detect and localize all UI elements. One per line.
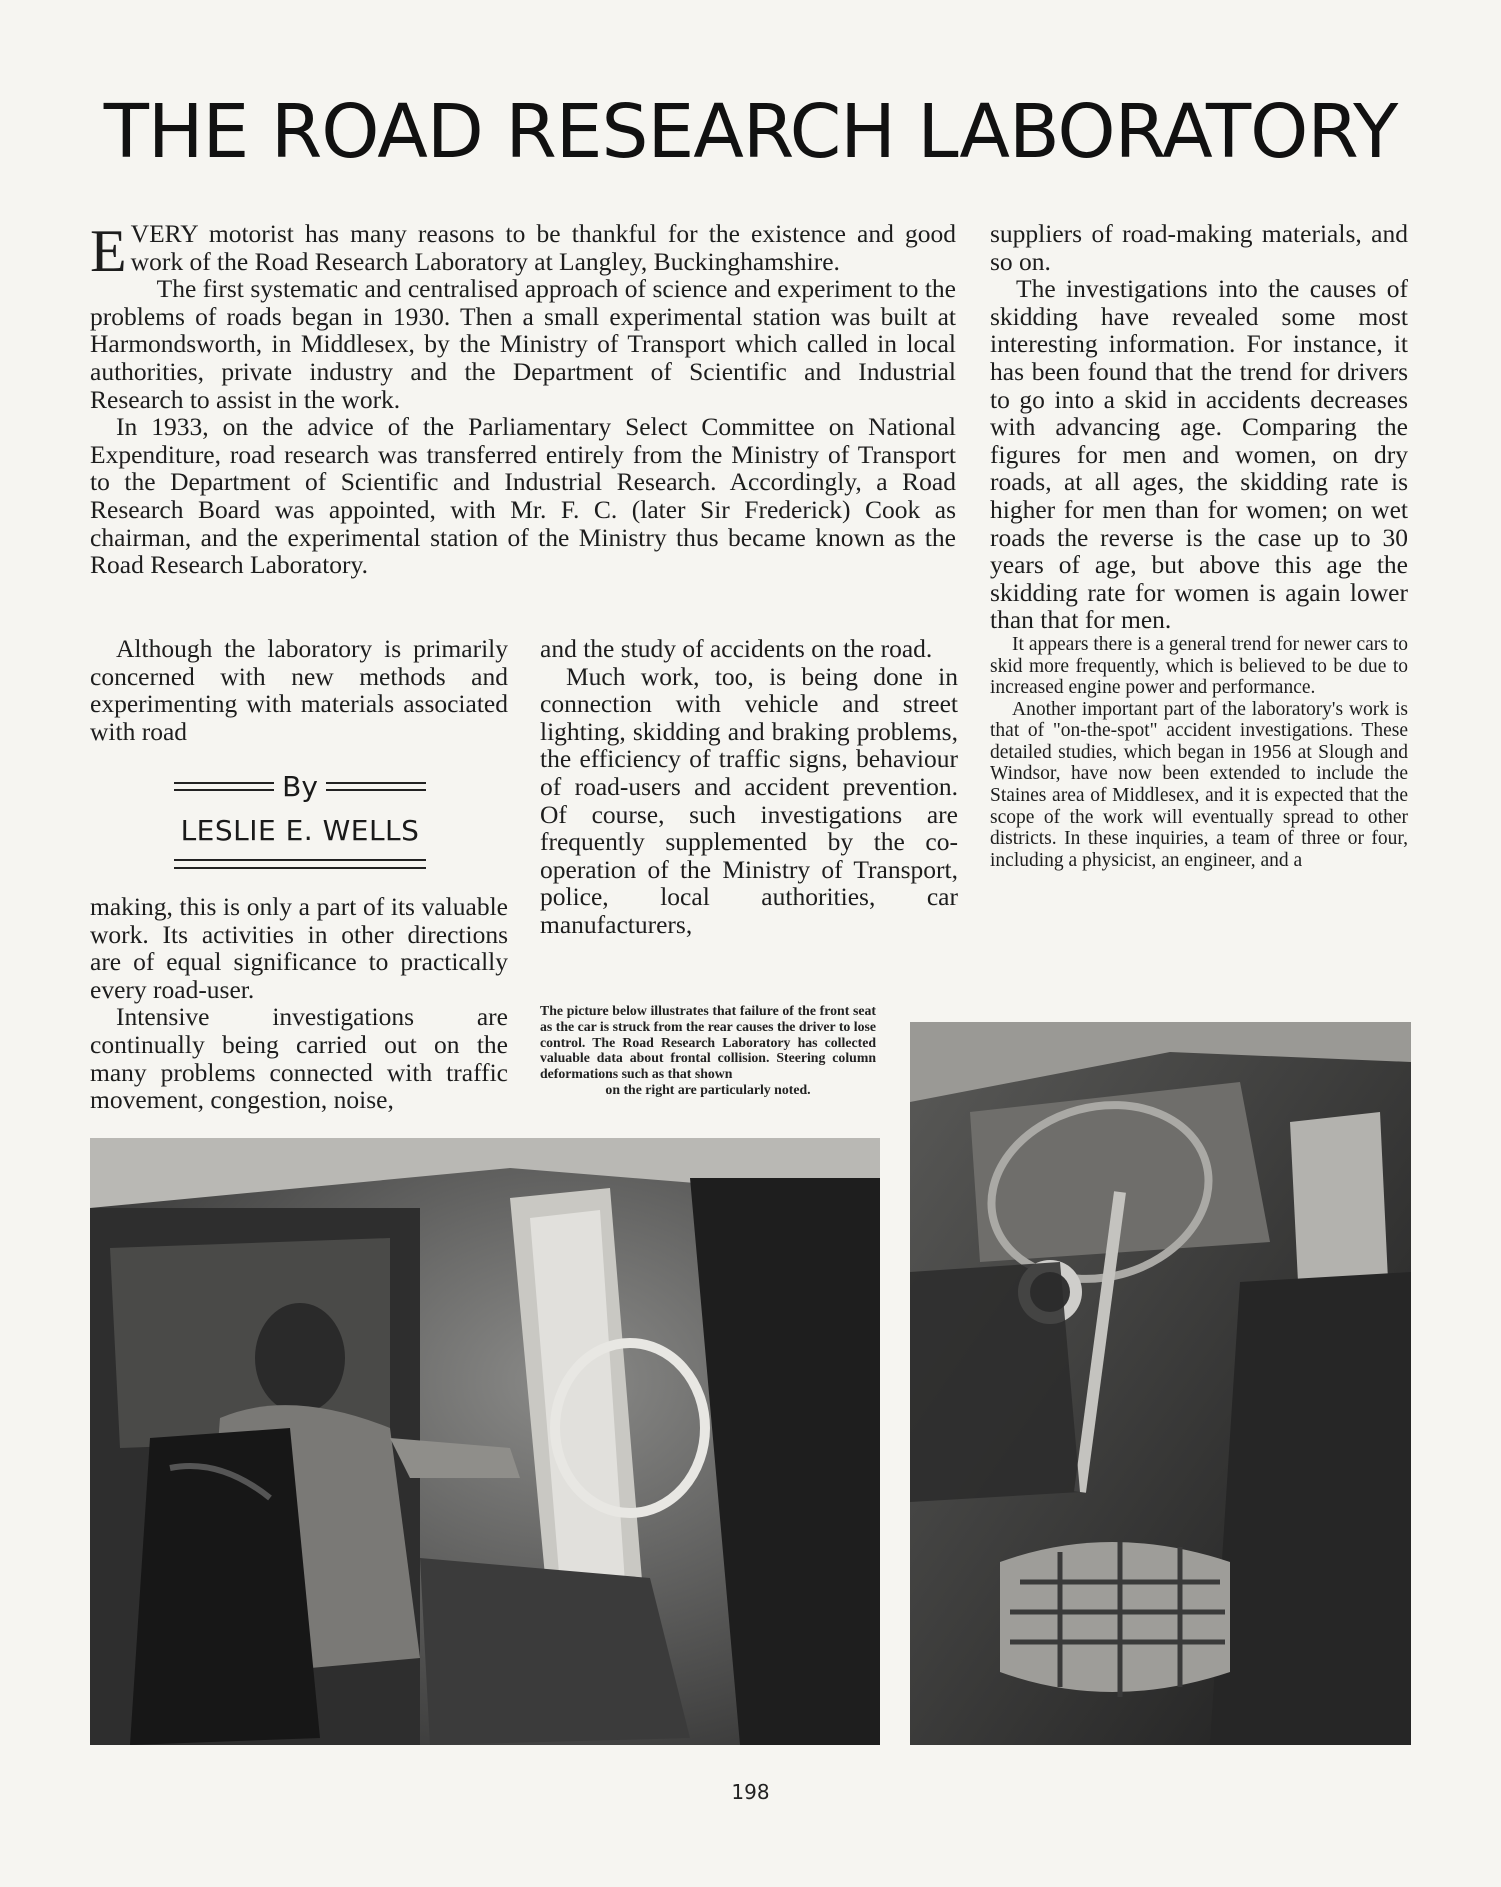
article-intro (90, 220, 956, 579)
paragraph-6: Much work, too, is being done in connection with vehicle and street lighting, skidding and braking problems, the efficiency of traffic signs, behaviour of road-users and accident prevention. Of course, such investigations are frequently supplemented by the co-operation of the Ministry of Transport, police, local authorities, car manufacturers, (540, 661, 958, 939)
article-small-type (990, 634, 1408, 872)
page-number: 198 (731, 1780, 770, 1804)
paragraph-4a: Although the laboratory is primarily concerned with new methods and experimenting with materials associated with road (90, 634, 508, 746)
page-title: THE ROAD RESEARCH LABORATORY (103, 89, 1398, 175)
double-rule-left (174, 782, 274, 791)
paragraph-6-cont: suppliers of road-making materials, and so on. (990, 219, 1408, 276)
paragraph-9: Another important part of the laboratory's work is that of "on-the-spot" accident investigations. These detailed studies, which began in 1956 at Slough and Windsor, have now been extended to include the Staines area of Middlesex, and it is expected that the scope of the work will eventually spread to other districts. In these inquiries, a team of three or four, including a physicist, an engineer, and a (990, 698, 1408, 871)
photo-driver-in-car (90, 1138, 880, 1745)
drop-cap: E (90, 218, 127, 284)
paragraph-5-cont: and the study of accidents on the road. (540, 634, 933, 663)
article-col-middle (540, 635, 958, 939)
paragraph-4b: making, this is only a part of its valuable work. Its activities in other directions are of equal significance to practically every road-user. (90, 892, 508, 1004)
paragraph-3: In 1933, on the advice of the Parliamentary Select Committee on National Expenditure, road research was transferred entirely from the Ministry of Transport to the Department of Scientific and Industrial Research. Accordingly, a Road Research Board was appointed, with Mr. F. C. (later Sir Frederick) Cook as chairman, and the experimental station of the Ministry thus became known as the Road Research Laboratory. (90, 412, 956, 580)
article-col-right (990, 220, 1408, 871)
paragraph-1: EVERY motorist has many reasons to be thankful for the existence and good work of the Road Research Laboratory at Langley, Buckinghamshire. (90, 218, 956, 284)
caption-main: The picture below illustrates that failure of the front seat as the car is struck from the rear causes the driver to lose control. The Road Research Laboratory has collected valuable data about frontal collision. Steering column deformations such as that shown (540, 1003, 876, 1082)
photo-steering-column (910, 1022, 1411, 1745)
byline-by: By (282, 769, 318, 803)
double-rule-right (326, 782, 426, 791)
paragraph-2: The first systematic and centralised approach of science and experiment to the problems of roads began in 1930. Then a small experimental station was built at Harmondsworth, in Middlesex, by the Ministry of Transport which called in local authorities, private industry and the Department of Scientific and Industrial Research to assist in the work. (90, 274, 956, 414)
byline-author: LESLIE E. WELLS (180, 814, 420, 847)
article-col-left-b (90, 893, 508, 1114)
photo-caption (540, 1003, 876, 1098)
paragraph-8: It appears there is a general trend for newer cars to skid more frequently, which is believed to be due to increased engine power and performance. (990, 633, 1408, 699)
paragraph-7: The investigations into the causes of skidding have revealed some most interesting information. For instance, it has been found that the trend for drivers to go into a skid in accidents decreases with advancing age. Comparing the figures for men and women, on dry roads, at all ages, the skidding rate is higher for men than for women; on wet roads the reverse is the case up to 30 years of age, but above this age the skidding rate for women is again lower than that for men. (990, 274, 1408, 635)
byline (90, 768, 510, 869)
byline-rule (174, 859, 426, 869)
paragraph-5: Intensive investigations are continually being carried out on the many problems connected with traffic movement, congestion, noise, (90, 1002, 508, 1115)
caption-last-line: on the right are particularly noted. (605, 1081, 811, 1097)
article-col-left-a (90, 635, 508, 745)
